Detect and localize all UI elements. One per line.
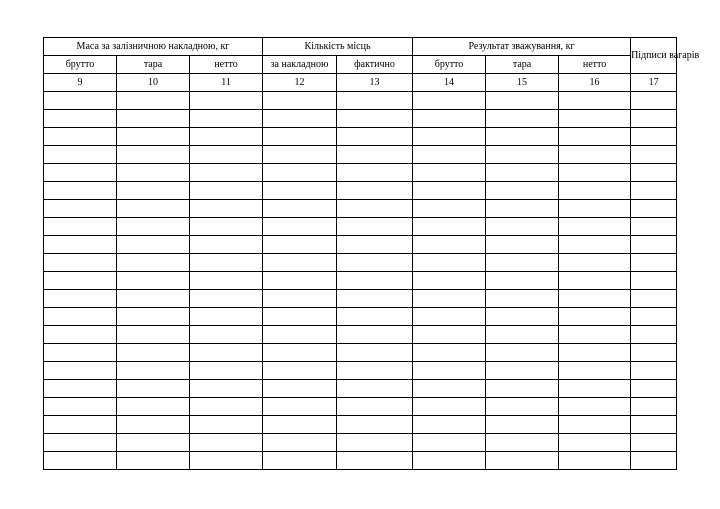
table-cell (117, 290, 190, 308)
table-cell (631, 290, 677, 308)
table-cell (44, 290, 117, 308)
table-cell (337, 146, 413, 164)
header-weighing-result: Результат зважування, кг (413, 38, 631, 56)
table-cell (190, 110, 263, 128)
table-cell (190, 362, 263, 380)
column-number: 13 (337, 74, 413, 92)
table-cell (559, 380, 631, 398)
subheader-tare: тара (117, 56, 190, 74)
subheader-gross: брутто (44, 56, 117, 74)
table-cell (631, 146, 677, 164)
table-cell (190, 236, 263, 254)
table-cell (486, 308, 559, 326)
table-cell (337, 200, 413, 218)
table-cell (413, 452, 486, 470)
table-cell (559, 146, 631, 164)
subheader-net: нетто (190, 56, 263, 74)
table-cell (263, 362, 337, 380)
table-cell (413, 254, 486, 272)
table-row (44, 200, 677, 218)
table-cell (486, 434, 559, 452)
table-cell (559, 218, 631, 236)
table-cell (413, 218, 486, 236)
table-cell (486, 254, 559, 272)
table-cell (413, 200, 486, 218)
table-cell (486, 236, 559, 254)
table-cell (413, 308, 486, 326)
table-cell (413, 236, 486, 254)
table-cell (44, 164, 117, 182)
table-cell (337, 326, 413, 344)
table-row (44, 344, 677, 362)
table-cell (337, 308, 413, 326)
table-cell (190, 290, 263, 308)
table-cell (44, 110, 117, 128)
table-cell (117, 254, 190, 272)
table-cell (337, 182, 413, 200)
table-cell (413, 434, 486, 452)
table-cell (117, 128, 190, 146)
table-cell (117, 308, 190, 326)
weighing-form-table (43, 37, 700, 470)
table-cell (44, 182, 117, 200)
subheader-actual: фактично (337, 56, 413, 74)
table-row (44, 362, 677, 380)
table-cell (337, 236, 413, 254)
table-cell (413, 290, 486, 308)
table-cell (486, 362, 559, 380)
table-cell (117, 362, 190, 380)
table-cell (190, 380, 263, 398)
table-cell (337, 218, 413, 236)
table-cell (631, 362, 677, 380)
header-mass-by-waybill: Маса за залізничною накладною, кг (44, 38, 263, 56)
table-cell (117, 164, 190, 182)
table-cell (263, 344, 337, 362)
table-cell (190, 254, 263, 272)
table-cell (337, 290, 413, 308)
table-row (44, 92, 677, 110)
table-cell (263, 236, 337, 254)
table-cell (117, 326, 190, 344)
table-cell (413, 362, 486, 380)
table-cell (337, 344, 413, 362)
table-cell (337, 128, 413, 146)
table-cell (486, 182, 559, 200)
table-row (44, 326, 677, 344)
table-cell (486, 416, 559, 434)
table-cell (263, 434, 337, 452)
table-cell (486, 398, 559, 416)
column-number: 11 (190, 74, 263, 92)
table-cell (337, 452, 413, 470)
table-cell (486, 128, 559, 146)
table-cell (413, 128, 486, 146)
table-cell (631, 128, 677, 146)
table-cell (117, 416, 190, 434)
table-cell (486, 290, 559, 308)
table-row (44, 254, 677, 272)
table-cell (263, 128, 337, 146)
table-row (44, 398, 677, 416)
table-cell (44, 128, 117, 146)
table-row (44, 434, 677, 452)
table-cell (44, 344, 117, 362)
table-cell (559, 110, 631, 128)
table-cell (190, 416, 263, 434)
table-cell (44, 308, 117, 326)
table-cell (337, 92, 413, 110)
table-row (44, 182, 677, 200)
table-cell (413, 146, 486, 164)
table-cell (559, 236, 631, 254)
table-cell (190, 308, 263, 326)
table-cell (263, 92, 337, 110)
table-cell (486, 272, 559, 290)
table-cell (117, 92, 190, 110)
table-cell (190, 146, 263, 164)
header-weigher-signatures: Підписи вагарів (631, 38, 677, 74)
table-cell (263, 398, 337, 416)
table-cell (486, 344, 559, 362)
table-cell (631, 344, 677, 362)
subheader-net: нетто (559, 56, 631, 74)
table-cell (263, 290, 337, 308)
table-cell (190, 326, 263, 344)
table-row (44, 272, 677, 290)
table-cell (413, 344, 486, 362)
table-cell (631, 182, 677, 200)
table-cell (631, 308, 677, 326)
table-cell (190, 398, 263, 416)
table-cell (337, 272, 413, 290)
table-cell (44, 92, 117, 110)
table-cell (486, 164, 559, 182)
table-cell (263, 326, 337, 344)
column-number: 15 (486, 74, 559, 92)
table-cell (117, 434, 190, 452)
table-cell (559, 326, 631, 344)
table-cell (631, 272, 677, 290)
table-row (44, 218, 677, 236)
table-cell (117, 452, 190, 470)
subheader-gross: брутто (413, 56, 486, 74)
table-cell (631, 416, 677, 434)
table-cell (486, 326, 559, 344)
table-cell (44, 362, 117, 380)
table-cell (486, 92, 559, 110)
table-cell (44, 218, 117, 236)
table-cell (190, 164, 263, 182)
table-cell (413, 398, 486, 416)
table-cell (263, 200, 337, 218)
column-number: 17 (631, 74, 677, 92)
table-row (44, 128, 677, 146)
table-cell (486, 218, 559, 236)
table-cell (44, 398, 117, 416)
column-number: 9 (44, 74, 117, 92)
table-cell (117, 146, 190, 164)
table-cell (559, 344, 631, 362)
table-cell (263, 254, 337, 272)
table-row (44, 110, 677, 128)
table-cell (559, 308, 631, 326)
table-cell (559, 452, 631, 470)
table-cell (117, 398, 190, 416)
table-cell (559, 182, 631, 200)
table-cell (337, 380, 413, 398)
table-cell (190, 344, 263, 362)
table-cell (486, 452, 559, 470)
table-cell (263, 416, 337, 434)
table-row (44, 308, 677, 326)
table-row (44, 236, 677, 254)
column-number-row (44, 74, 677, 92)
table-cell (559, 398, 631, 416)
table-cell (190, 272, 263, 290)
table-cell (337, 254, 413, 272)
table-cell (44, 326, 117, 344)
table-cell (631, 326, 677, 344)
table-cell (44, 452, 117, 470)
table-cell (44, 236, 117, 254)
table-cell (413, 92, 486, 110)
table-cell (190, 92, 263, 110)
table-cell (559, 290, 631, 308)
table-row (44, 380, 677, 398)
table-cell (631, 254, 677, 272)
column-number: 14 (413, 74, 486, 92)
table-cell (117, 110, 190, 128)
table-cell (190, 182, 263, 200)
table-row (44, 416, 677, 434)
table-cell (631, 110, 677, 128)
table-cell (559, 92, 631, 110)
table-cell (117, 236, 190, 254)
table-cell (559, 434, 631, 452)
table-cell (559, 272, 631, 290)
table-cell (631, 380, 677, 398)
table-cell (190, 218, 263, 236)
table-cell (337, 110, 413, 128)
table-cell (44, 434, 117, 452)
table-cell (190, 434, 263, 452)
table-cell (44, 254, 117, 272)
table-cell (117, 272, 190, 290)
table-cell (337, 416, 413, 434)
column-number: 12 (263, 74, 337, 92)
table-cell (631, 200, 677, 218)
table-cell (117, 380, 190, 398)
table-cell (413, 164, 486, 182)
table-cell (631, 92, 677, 110)
table-cell (337, 362, 413, 380)
table-cell (263, 308, 337, 326)
header-number-of-places: Кількість місць (263, 38, 413, 56)
table-cell (263, 164, 337, 182)
table-cell (559, 362, 631, 380)
table-row (44, 290, 677, 308)
table-cell (263, 380, 337, 398)
table-cell (190, 452, 263, 470)
table-cell (486, 200, 559, 218)
table-cell (117, 200, 190, 218)
table-cell (263, 146, 337, 164)
table-cell (337, 398, 413, 416)
table-cell (44, 200, 117, 218)
table-cell (631, 434, 677, 452)
table-cell (413, 272, 486, 290)
table-row (44, 452, 677, 470)
table-cell (413, 416, 486, 434)
table-row (44, 146, 677, 164)
table-cell (44, 380, 117, 398)
table-cell (631, 452, 677, 470)
column-number: 16 (559, 74, 631, 92)
table-cell (117, 182, 190, 200)
table-cell (559, 254, 631, 272)
table-cell (263, 272, 337, 290)
table-cell (44, 272, 117, 290)
table-cell (559, 200, 631, 218)
table-cell (263, 182, 337, 200)
table-cell (486, 380, 559, 398)
table-cell (559, 416, 631, 434)
subheader-tare: тара (486, 56, 559, 74)
table-cell (631, 236, 677, 254)
table-cell (263, 218, 337, 236)
table-cell (44, 146, 117, 164)
table-cell (337, 434, 413, 452)
table-cell (631, 164, 677, 182)
table-cell (117, 344, 190, 362)
table-cell (190, 200, 263, 218)
table-cell (413, 326, 486, 344)
subheader-by-waybill: за накладною (263, 56, 337, 74)
table-cell (631, 218, 677, 236)
table-cell (263, 110, 337, 128)
table-cell (263, 452, 337, 470)
table-cell (44, 416, 117, 434)
table-row (44, 164, 677, 182)
table-cell (486, 146, 559, 164)
table-cell (631, 398, 677, 416)
table-cell (413, 380, 486, 398)
table-cell (337, 164, 413, 182)
table-cell (190, 128, 263, 146)
table-cell (559, 164, 631, 182)
table-cell (413, 182, 486, 200)
table-cell (486, 110, 559, 128)
table-cell (559, 128, 631, 146)
table-cell (117, 218, 190, 236)
column-number: 10 (117, 74, 190, 92)
table-cell (413, 110, 486, 128)
